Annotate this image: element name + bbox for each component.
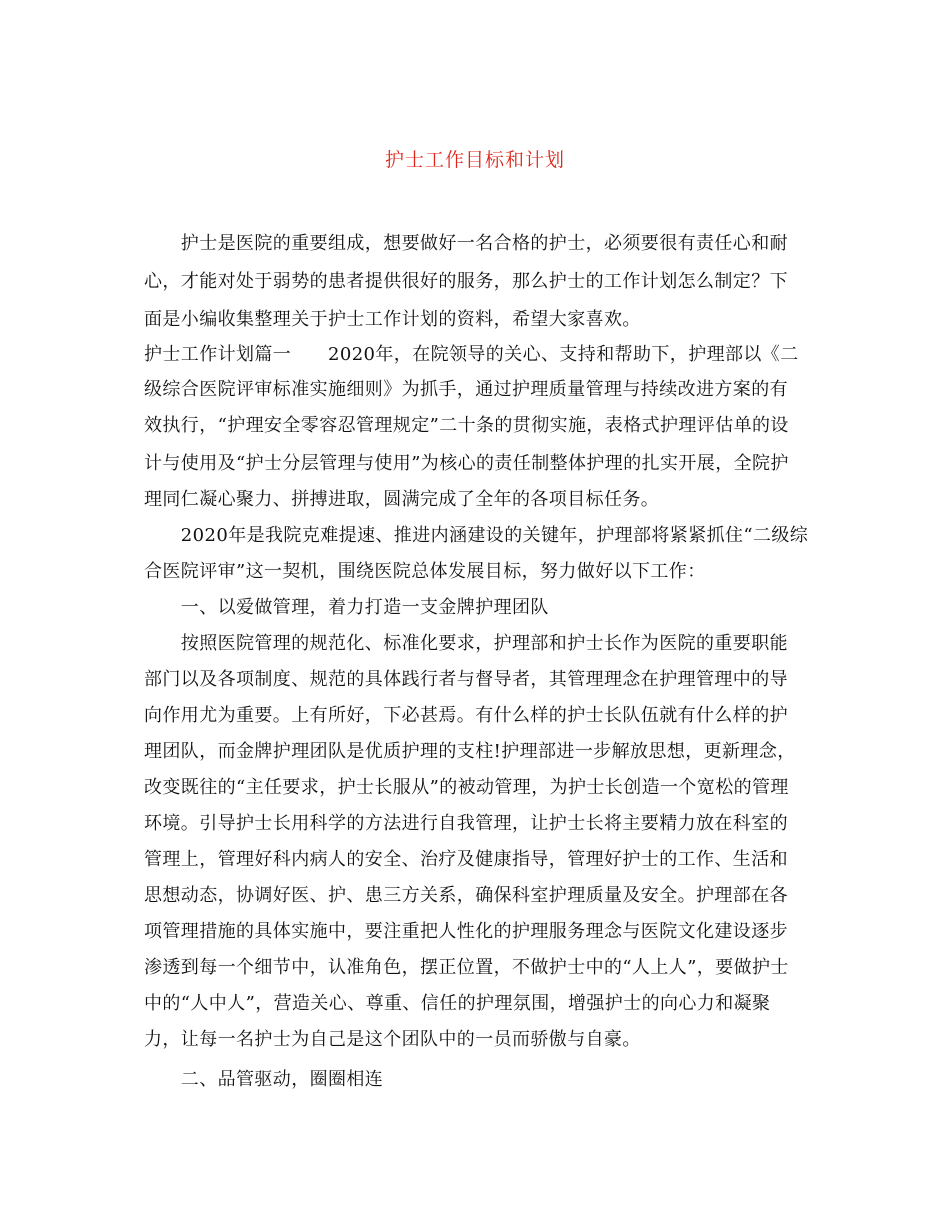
body-line: 思想动态，协调好医、护、患三方关系，确保科室护理质量及安全。护理部在各: [144, 885, 788, 906]
body-line: 效执行，“护理安全零容忍管理规定”二十条的贯彻实施，表格式护理评估单的设: [144, 415, 789, 436]
body-line: 按照医院管理的规范化、标准化要求，护理部和护士长作为医院的重要职能: [144, 633, 788, 654]
body-line: 力，让每一名护士为自己是这个团队中的一员而骄傲与自豪。: [144, 1029, 641, 1050]
body-line: 项管理措施的具体实施中，要注重把人性化的护理服务理念与医院文化建设逐步: [144, 921, 788, 942]
document-title: 护士工作目标和计划: [384, 149, 565, 171]
body-line: 级综合医院评审标准实施细则》为抓手，通过护理质量管理与持续改进方案的有: [144, 379, 788, 400]
body-line: 面是小编收集整理关于护士工作计划的资料，希望大家喜欢。: [144, 309, 641, 330]
body-line: 中的“人中人”，营造关心、尊重、信任的护理氛围，增强护士的向心力和凝聚: [144, 993, 771, 1014]
body-line: 理同仁凝心聚力、拼搏进取，圆满完成了全年的各项目标任务。: [144, 489, 660, 510]
body-line: 环境。引导护士长用科学的方法进行自我管理，让护士长将主要精力放在科室的: [144, 813, 788, 834]
body-line: 管理上，管理好科内病人的安全、治疗及健康指导，管理好护士的工作、生活和: [144, 849, 788, 870]
body-line: 2020年是我院克难提速、推进内涵建设的关键年，护理部将紧紧抓住“二级综: [144, 525, 809, 546]
body-line: 渗透到每一个细节中，认准角色，摆正位置，不做护士中的“人上人”，要做护士: [144, 957, 789, 978]
section-heading: 二、品管驱动，圈圈相连: [144, 1069, 384, 1090]
body-line: 理团队，而金牌护理团队是优质护理的支柱!护理部进一步解放思想，更新理念，: [144, 741, 796, 762]
body-line: 合医院评审”这一契机，围绕医院总体发展目标，努力做好以下工作：: [144, 561, 706, 582]
body-line: 改变既往的“主任要求，护士长服从”的被动管理，为护士长创造一个宽松的管理: [144, 777, 789, 798]
body-line: 部门以及各项制度、规范的具体践行者与督导者，其管理理念在护理管理中的导: [144, 669, 788, 690]
body-line: 护士是医院的重要组成，想要做好一名合格的护士，必须要很有责任心和耐: [144, 233, 788, 254]
body-line: 向作用尤为重要。上有所好，下必甚焉。有什么样的护士长队伍就有什么样的护: [144, 705, 788, 726]
body-line: 心，才能对处于弱势的患者提供很好的服务，那么护士的工作计划怎么制定？下: [144, 271, 788, 292]
section-heading: 一、以爱做管理，着力打造一支金牌护理团队: [144, 597, 549, 618]
body-line: 护士工作计划篇一 2020年，在院领导的关心、支持和帮助下，护理部以《二: [144, 344, 799, 365]
body-line: 计与使用及“护士分层管理与使用”为核心的责任制整体护理的扎实开展，全院护: [144, 453, 789, 474]
